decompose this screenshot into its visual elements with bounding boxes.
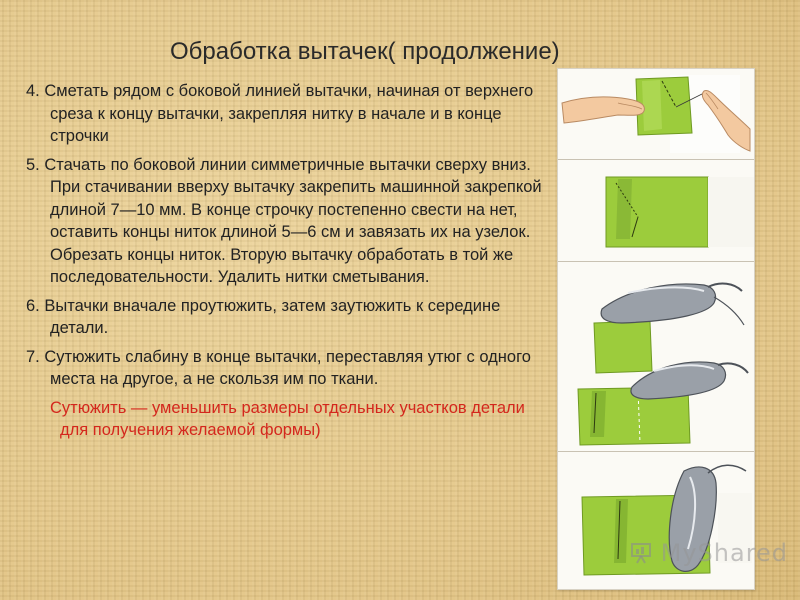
illustration-pressing bbox=[558, 263, 754, 449]
illustration-stitching bbox=[558, 161, 754, 261]
slide-title: Обработка вытачек( продолжение) bbox=[170, 38, 560, 65]
watermark-text: MyShared bbox=[660, 539, 789, 567]
watermark bbox=[630, 538, 790, 578]
panel-divider bbox=[558, 159, 754, 160]
iron-pressing-image bbox=[558, 263, 754, 449]
step-7-paragraph: 7. Сутюжить слабину в конце вытачки, переставляя утюг с одного места на другое, а не скользя им по ткани. bbox=[26, 347, 531, 388]
text-block bbox=[26, 80, 556, 442]
definition-paragraph: Сутюжить — уменьшить размеры отдельных участков детали для получения желаемой формы) bbox=[50, 398, 525, 439]
stitched-dart-image bbox=[558, 161, 754, 261]
panel-divider bbox=[558, 451, 754, 452]
basting-hands-image bbox=[558, 69, 754, 157]
presentation-icon bbox=[630, 541, 652, 565]
illustration-panel bbox=[557, 68, 755, 590]
step-6-paragraph: 6. Вытачки вначале проутюжить, затем заутюжить к середине детали. bbox=[26, 296, 501, 337]
illustration-basting bbox=[558, 69, 754, 157]
step-5-paragraph: 5. Стачать по боковой линии симметричные вытачки сверху вниз. При стачивании вверху вытачку закрепить машинной закрепкой длиной 7—10 мм. В конце строчку постепенно свести на нет, оставить концы ниток длиной 5—6 см и завязать их на узелок. Обрезать концы ниток. Вторую вытачку обработать в той же последовательности. Удалить нитки сметывания. bbox=[26, 155, 542, 286]
step-4-paragraph: 4. Сметать рядом с боковой линией вытачки, начиная от верхнего среза к концу вытачки, закрепляя нитку в начале и в конце строчки bbox=[26, 82, 534, 145]
panel-divider bbox=[558, 261, 754, 262]
